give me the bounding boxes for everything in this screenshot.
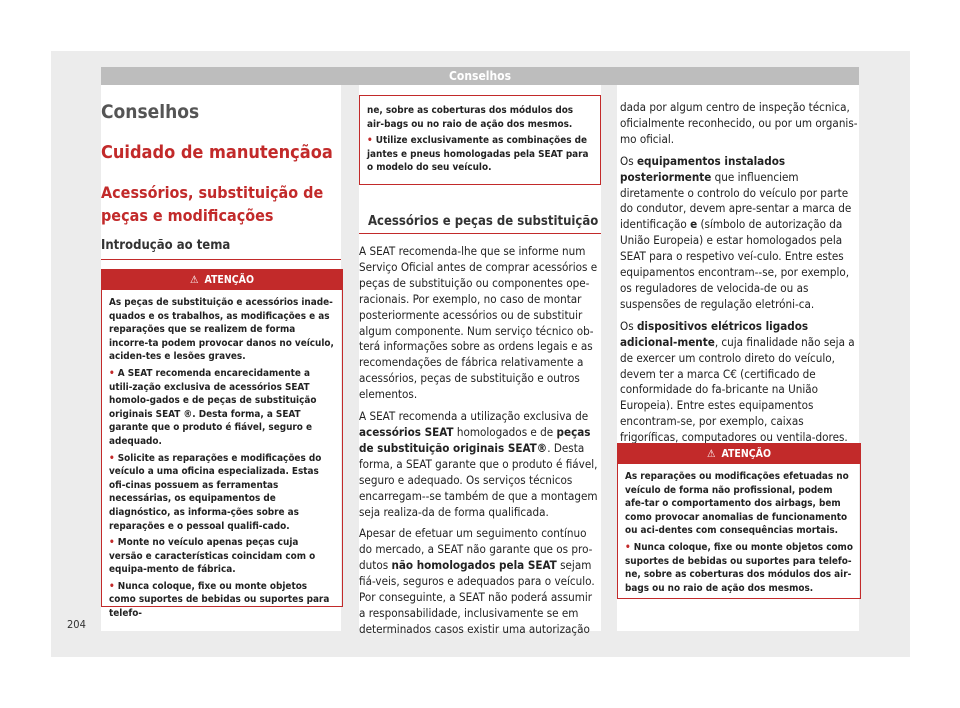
bullet-icon: • — [367, 135, 376, 147]
warning-body: ne, sobre as coberturas dos módulos dos air-bags ou no raio de ação dos mesmos. • Utilize exclusivamente as combinações de jantes e pneus homologadas pela SEAT para o modelo do seu veículo. — [360, 96, 600, 184]
warning-header — [102, 270, 342, 290]
warning-box-1 — [101, 269, 343, 620]
warning-body — [618, 464, 860, 604]
warning-triangle-icon: ⚠ — [706, 448, 716, 460]
warning-intro: As reparações ou modificações efetuadas no veículo de forma não profissional, podem afe-tar o comportamento dos airbags, bem como provocar anomalias de funcionamento ou aci-dentes com consequências mortais. — [625, 471, 849, 537]
warning-bullet: • Nunca coloque, fixe ou monte objetos como suportes de bebidas ou suportes para telefo- — [109, 580, 330, 620]
section-title: Cuidado de manutençãoa — [101, 142, 333, 163]
warning-header — [618, 444, 860, 464]
warning-triangle-icon: ⚠ — [189, 274, 199, 286]
bullet-icon: • — [109, 452, 118, 464]
warning-label: ATENÇÃO — [721, 448, 772, 460]
warning-bullet: • A SEAT recomenda encarecidamente a utili-zação exclusiva de acessórios SEAT homolo-gados e de peças de substituição originais SEAT ®. Desta forma, a SEAT garante que o produto é fiável, seguro e adequado. — [109, 367, 317, 447]
bullet-icon: • — [625, 541, 634, 553]
warning-box-1-continued — [359, 95, 601, 185]
warning-bullet: • Nunca coloque, fixe ou monte objetos como suportes de bebidas ou suportes para telefo-ne, sobre as coberturas dos módulos dos air-bags ou no raio de ação dos mesmos. — [625, 541, 853, 594]
topic-rule — [101, 259, 341, 260]
warning-intro: As peças de substituição e acessórios inade-quados e os trabalhos, as modificações e as reparações que se realizem de forma incorre-ta podem provocar danos no veículo, aciden-tes e lesões graves. — [109, 297, 334, 363]
bullet-icon: • — [109, 580, 118, 592]
bullet-icon: • — [109, 537, 118, 549]
warning-label: ATENÇÃO — [204, 274, 255, 286]
warning-bullet: • Monte no veículo apenas peças cuja versão e características coincidam com o equipa-mento de fábrica. — [109, 537, 316, 576]
section-heading: Acessórios e peças de substituição — [368, 214, 599, 229]
warning-box-2 — [617, 443, 861, 599]
running-header: Conselhos — [101, 67, 859, 85]
subsection-title: Acessórios, substituição de peças e modificações — [101, 183, 324, 225]
warning-bullet: • Utilize exclusivamente as combinações de jantes e pneus homologadas pela SEAT para o modelo do seu veículo. — [367, 135, 589, 174]
page-number: 204 — [67, 618, 86, 631]
bullet-icon: • — [109, 367, 118, 379]
warning-body — [102, 290, 342, 630]
chapter-title: Conselhos — [101, 101, 200, 123]
section-rule — [359, 233, 601, 234]
column-3-text: dada por algum centro de inspeção técnica, oficialmente reconhecido, ou por um organis-mo oficial. Os equipamentos instalados posteriormente que influenciem diretamente o controlo do veículo por parte do condutor, devem apre-sentar a marca de identificação e (símbolo de autorização da União Europeia) e estar homologados pela SEAT para o respetivo veí-culo. Entre estes equipamentos encontram--se, por exemplo, os reguladores de velocida-de ou as suspensões de regulação eletróni-ca. Os dispositivos elétricos ligados adicional-mente, cuja finalidade não seja a de exercer um controlo direto do veículo, devem ter a marca C€ (certificado de conformidade do fa-bricante na União Europeia). Entre estes equipamentos encontram-se, por exemplo, caixas frigoríficas, computadores ou ventila-dores. — [620, 100, 858, 445]
column-2-text: A SEAT recomenda-lhe que se informe num Serviço Oficial antes de comprar acessórios e peças de substituição ou componentes ope-racionais. Por exemplo, no caso de montar posteriormente acessórios ou de substituir algum componente. Num serviço técnico ob-terá informações sobre as ordens legais e as recomendações de fábrica relativamente a acessórios, peças de substituição e outros elementos. A SEAT recomenda a utilização exclusiva de acessórios SEAT homologados e de peças de substituição originais SEAT®. Desta forma, a SEAT garante que o produto é fiável, seguro e adequado. Os serviços técnicos encarregam--se também de que a montagem seja realiza-da de forma qualificada. Apesar de efetuar um seguimento contínuo do mercado, a SEAT não garante que os pro-dutos não homologados pela SEAT sejam fiá-veis, seguros e adequados para o veículo. Por conseguinte, a SEAT não poderá assumir a responsabilidade, inclusivamente se em determinados casos existir uma autorização — [359, 244, 598, 636]
topic-title: Introdução ao tema — [101, 238, 231, 253]
warning-bullet: • Solicite as reparações e modificações do veículo a uma oficina especializada. Estas ofi-cinas possuem as ferramentas necessárias, os equipamentos de diagnóstico, as informa-ções sobre as reparações e o pessoal qualifi-cado. — [109, 452, 322, 532]
